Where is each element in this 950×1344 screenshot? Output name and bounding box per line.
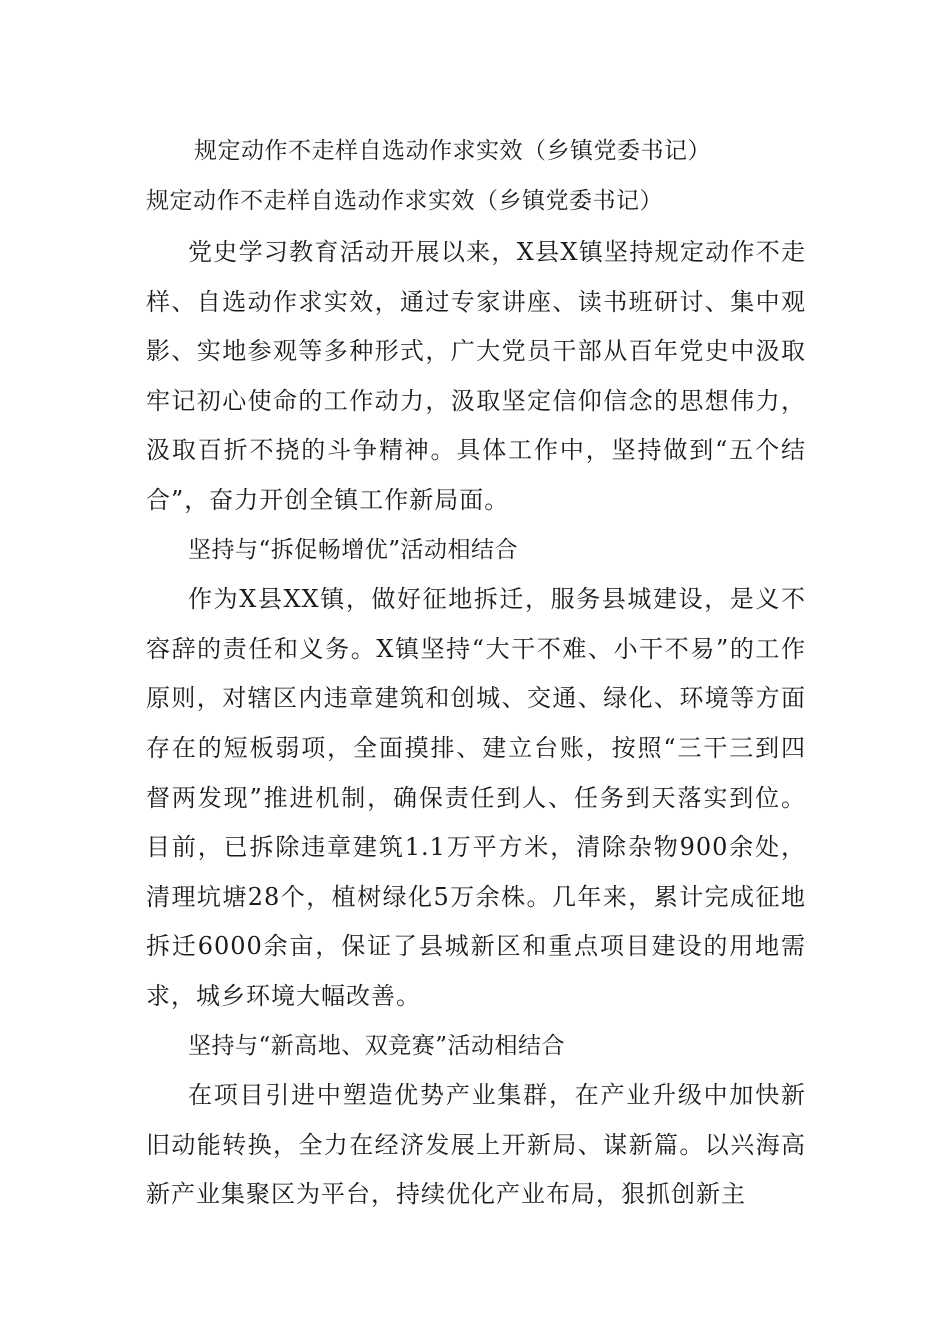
intro-paragraph: 党史学习教育活动开展以来，X县X镇坚持规定动作不走样、自选动作求实效，通过专家讲座、读书班研讨、集中观影、实地参观等多种形式，广大党员干部从百年党史中汲取牢记初心使命的工作动力，汲取坚定信仰信念的思想伟力，汲取百折不挠的斗争精神。具体工作中，坚持做到“五个结合”，奋力开创全镇工作新局面。 — [146, 238, 806, 514]
body-paragraph: 作为X县XX镇，做好征地拆迁，服务县城建设，是义不容辞的责任和义务。X镇坚持“大干不难、小干不易”的工作原则，对辖区内违章建筑和创城、交通、绿化、环境等方面存在的短板弱项，全面摸排、建立台账，按照“三干三到四督两发现”推进机制，确保责任到人、任务到天落实到位。目前，已拆除违章建筑1.1万平方米，清除杂物900余处，清理坑塘28个，植树绿化5万余株。几年来，累计完成征地拆迁6000余亩，保证了县城新区和重点项目建设的用地需求，城乡环境大幅改善。 — [146, 585, 806, 1010]
document-title: 规定动作不走样自选动作求实效（乡镇党委书记） — [194, 138, 711, 164]
section-heading: 坚持与“拆促畅增优”活动相结合 — [188, 536, 519, 563]
section-heading: 坚持与“新高地、双竞赛”活动相结合 — [188, 1032, 566, 1059]
document-subtitle: 规定动作不走样自选动作求实效（乡镇党委书记） — [146, 188, 663, 214]
body-paragraph: 在项目引进中塑造优势产业集群，在产业升级中加快新旧动能转换，全力在经济发展上开新局、谋新篇。以兴海高新产业集聚区为平台，持续优化产业布局，狠抓创新主 — [146, 1081, 806, 1209]
document-body — [146, 228, 806, 1220]
